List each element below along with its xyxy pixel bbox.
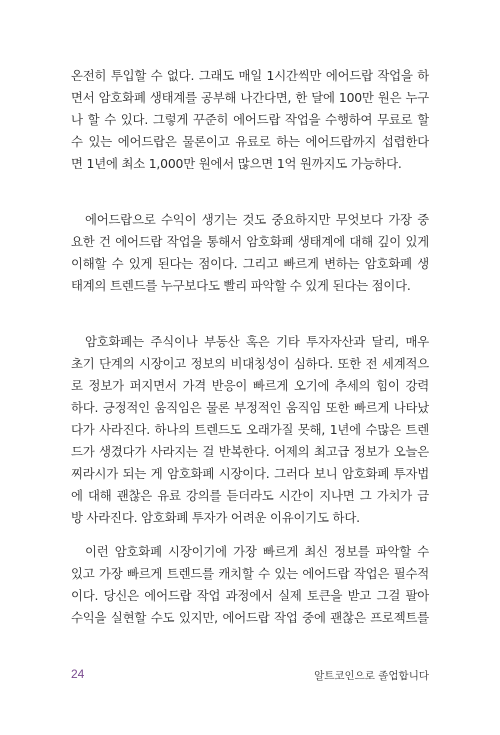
- text-line: 수 있는 에어드랍은 물론이고 유료로 하는 에어드랍까지 섭렵한다: [71, 134, 429, 149]
- text-line: 드가 생겼다가 사라지는 걸 반복한다. 어제의 최고급 정보가 오늘은: [71, 444, 429, 459]
- text-line: 방 사라진다. 암호화폐 투자가 어려운 이유이기도 하다.: [71, 510, 360, 525]
- text-line: 면서 암호화폐 생태계를 공부해 나간다면, 한 달에 100만 원은 누구: [71, 90, 429, 105]
- text-line: 온전히 투입할 수 없다. 그래도 매일 1시간씩만 에어드랍 작업을 하: [71, 68, 429, 83]
- text-line: 이해할 수 있게 된다는 점이다. 그리고 빠르게 변하는 암호화폐 생: [71, 256, 429, 271]
- text-line: 다가 사라진다. 하나의 트렌드도 오래가질 못해, 1년에 수많은 트렌: [71, 422, 429, 437]
- text-line: 에 대해 괜찮은 유료 강의를 듣더라도 시간이 지나면 그 가치가 금: [71, 488, 429, 503]
- page-number: 24: [71, 667, 85, 681]
- paragraph-1: [71, 65, 429, 175]
- text-line: 태계의 트렌드를 누구보다도 빨리 파악할 수 있게 된다는 점이다.: [71, 278, 411, 293]
- text-line: 로 정보가 퍼지면서 가격 반응이 빠르게 오기에 추세의 힘이 강력: [71, 378, 429, 393]
- text-line: 초기 단계의 시장이고 정보의 비대칭성이 심하다. 또한 전 세계적으: [71, 356, 429, 371]
- text-line: 있고 가장 빠르게 트렌드를 캐치할 수 있는 에어드랍 작업은 필수적: [71, 566, 429, 581]
- paragraph-4: [71, 541, 429, 629]
- paragraph-3: [71, 331, 429, 529]
- text-line: 면 1년에 최소 1,000만 원에서 많으면 1억 원까지도 가능하다.: [71, 156, 402, 171]
- text-line: 이런 암호화폐 시장이기에 가장 빠르게 최신 정보를 파악할 수: [85, 544, 429, 559]
- text-line: 이다. 당신은 에어드랍 작업 과정에서 실제 토큰을 받고 그걸 팔아: [71, 588, 429, 603]
- paragraph-2: [71, 209, 429, 297]
- running-footer-title: 알트코인으로 졸업합니다: [314, 670, 429, 682]
- text-line: 요한 건 에어드랍 작업을 통해서 암호화폐 생태계에 대해 깊이 있게: [71, 234, 429, 249]
- text-line: 하다. 긍정적인 움직임은 물론 부정적인 움직임 또한 빠르게 나타났: [71, 400, 429, 415]
- text-line: 수익을 실현할 수도 있지만, 에어드랍 작업 중에 괜찮은 프로젝트를: [71, 610, 429, 625]
- text-line: 나 할 수 있다. 그렇게 꾸준히 에어드랍 작업을 수행하여 무료로 할: [71, 112, 429, 127]
- text-line: 암호화폐는 주식이나 부동산 혹은 기타 투자자산과 달리, 매우: [85, 334, 429, 349]
- text-line: 찌라시가 되는 게 암호화폐 시장이다. 그러다 보니 암호화폐 투자법: [71, 466, 429, 481]
- text-line: 에어드랍으로 수익이 생기는 것도 중요하지만 무엇보다 가장 중: [85, 212, 429, 227]
